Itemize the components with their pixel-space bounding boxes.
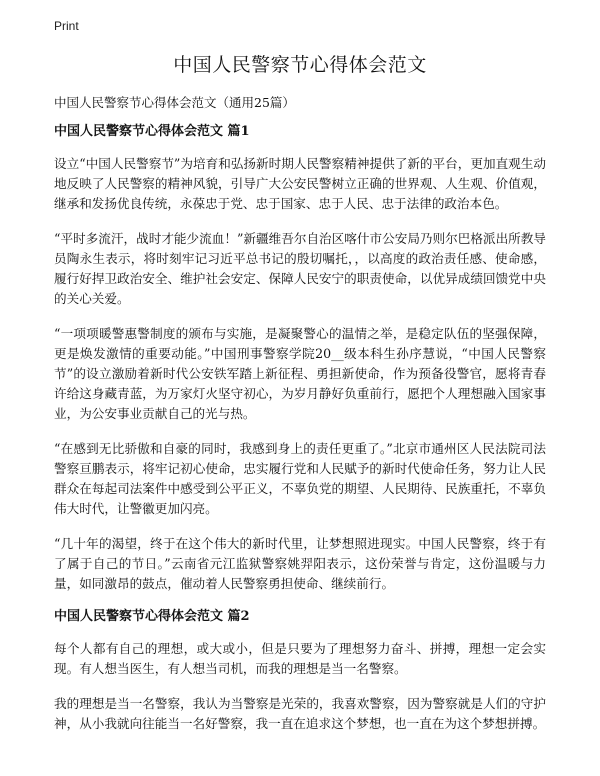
paragraph: 我的理想是当一名警察，我认为当警察是光荣的，我喜欢警察，因为警察就是人们的守护神，从小我就向往能当一名好警察，我一直在追求这个梦想，也一直在为这个梦想拼搏。 xyxy=(54,696,546,731)
section-heading: 中国人民警察节心得体会范文 篇2 xyxy=(54,609,250,624)
paragraph: “一项项暖警惠警制度的颁布与实施，是凝聚警心的温情之举，是稳定队伍的坚强保障，更是焕发激情的重要动能。”中国刑事警察学院20__级本科生孙序慧说，“中国人民警察节”的设立激励着新时代公安铁军踏上新征程、勇担新使命，作为预备役警官，愿将青春许给这身藏青蓝，为万家灯火坚守初心，为岁月静好负重前行，愿把个人理想融入国家事业，为公安事业贡献自己的光与热。 xyxy=(54,326,546,421)
paragraph: “平时多流汗，战时才能少流血！”新疆维吾尔自治区喀什市公安局乃则尔巴格派出所教导员陶永生表示，将时刻牢记习近平总书记的殷切嘱托，，以高度的政治责任感、使命感，履行好捍卫政治安全、维护社会安定、保障人民安宁的职责使命，以优异成绩回馈党中央的关心关爱。 xyxy=(54,231,546,306)
document-content xyxy=(54,124,546,749)
paragraph: 设立“中国人民警察节”为培育和弘扬新时期人民警察精神提供了新的平台，更加直观生动地反映了人民警察的精神风貌，引导广大公安民警树立正确的世界观、人生观、价值观，继承和发扬优良传统，永葆忠于党、忠于国家、忠于人民、忠于法律的政治本色。 xyxy=(54,156,546,211)
section-1 xyxy=(54,124,546,594)
paragraph: “在感到无比骄傲和自豪的同时，我感到身上的责任更重了。”北京市通州区人民法院司法警察亘鹏表示，将牢记初心使命，忠实履行党和人民赋予的新时代使命任务，努力让人民群众在每起司法案件中感受到公平正义，不辜负党的期望、人民期待、民族重托，不辜负伟大时代，让警徽更加闪亮。 xyxy=(54,441,546,516)
section-2 xyxy=(54,609,546,734)
section-heading: 中国人民警察节心得体会范文 篇1 xyxy=(54,124,250,139)
document-title: 中国人民警察节心得体会范文 xyxy=(173,54,427,76)
paragraph: “几十年的渴望，终于在这个伟大的新时代里，让梦想照进现实。中国人民警察，终于有了属于自己的节日。”云南省元江监狱警察姚羿阳表示，这份荣誉与肯定，这份温暖与力量，如同激昂的鼓点，催动着人民警察勇担使命、继续前行。 xyxy=(54,536,546,591)
document-subtitle: 中国人民警察节心得体会范文（通用25篇） xyxy=(54,95,295,110)
paragraph: 每个人都有自己的理想，或大或小，但是只要为了理想努力奋斗、拼搏，理想一定会实现。有人想当医生，有人想当司机，而我的理想是当一名警察。 xyxy=(54,641,546,676)
print-link[interactable]: Print xyxy=(54,19,79,33)
